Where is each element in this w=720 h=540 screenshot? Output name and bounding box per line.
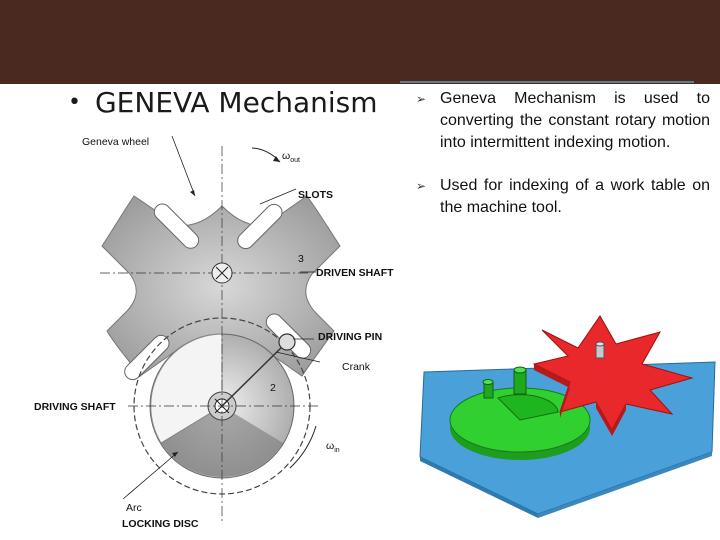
slide-title [68, 86, 378, 119]
arrow-bullet-icon: ➢ [416, 179, 427, 193]
label-driving-pin: DRIVING PIN [318, 331, 383, 343]
label-crank: Crank [342, 361, 371, 373]
label-omega-in: $\omega_{in}$ [326, 440, 340, 454]
slide-title-text: GENEVA Mechanism [94, 86, 378, 119]
accent-divider [400, 81, 694, 83]
driving-pin-shape [279, 334, 295, 350]
label-driving-shaft: DRIVING SHAFT [34, 401, 116, 413]
bullet-list [416, 88, 710, 240]
label-link-2: 2 [270, 382, 276, 394]
title-bullet: • [68, 90, 81, 115]
label-link-3: 3 [298, 253, 304, 265]
geneva-3d-render [410, 302, 720, 518]
geneva-schematic-diagram [30, 126, 394, 536]
label-geneva-wheel: Geneva wheel [82, 136, 150, 148]
label-omega-out: $\omega_{out}$ [282, 150, 300, 164]
label-driven-shaft: DRIVEN SHAFT [316, 267, 394, 279]
header-band [0, 0, 720, 84]
label-locking-disc: LOCKING DISC [122, 518, 199, 530]
arrow-bullet-icon: ➢ [416, 92, 427, 106]
bullet-item: ➢ Geneva Mechanism is used to converting the constant rotary motion into intermittent indexing motion. [416, 90, 710, 151]
bullet-item: ➢ Used for indexing of a work table on the machine tool. [416, 177, 710, 216]
label-slots: SLOTS [298, 189, 334, 201]
label-arc: Arc [126, 502, 142, 514]
